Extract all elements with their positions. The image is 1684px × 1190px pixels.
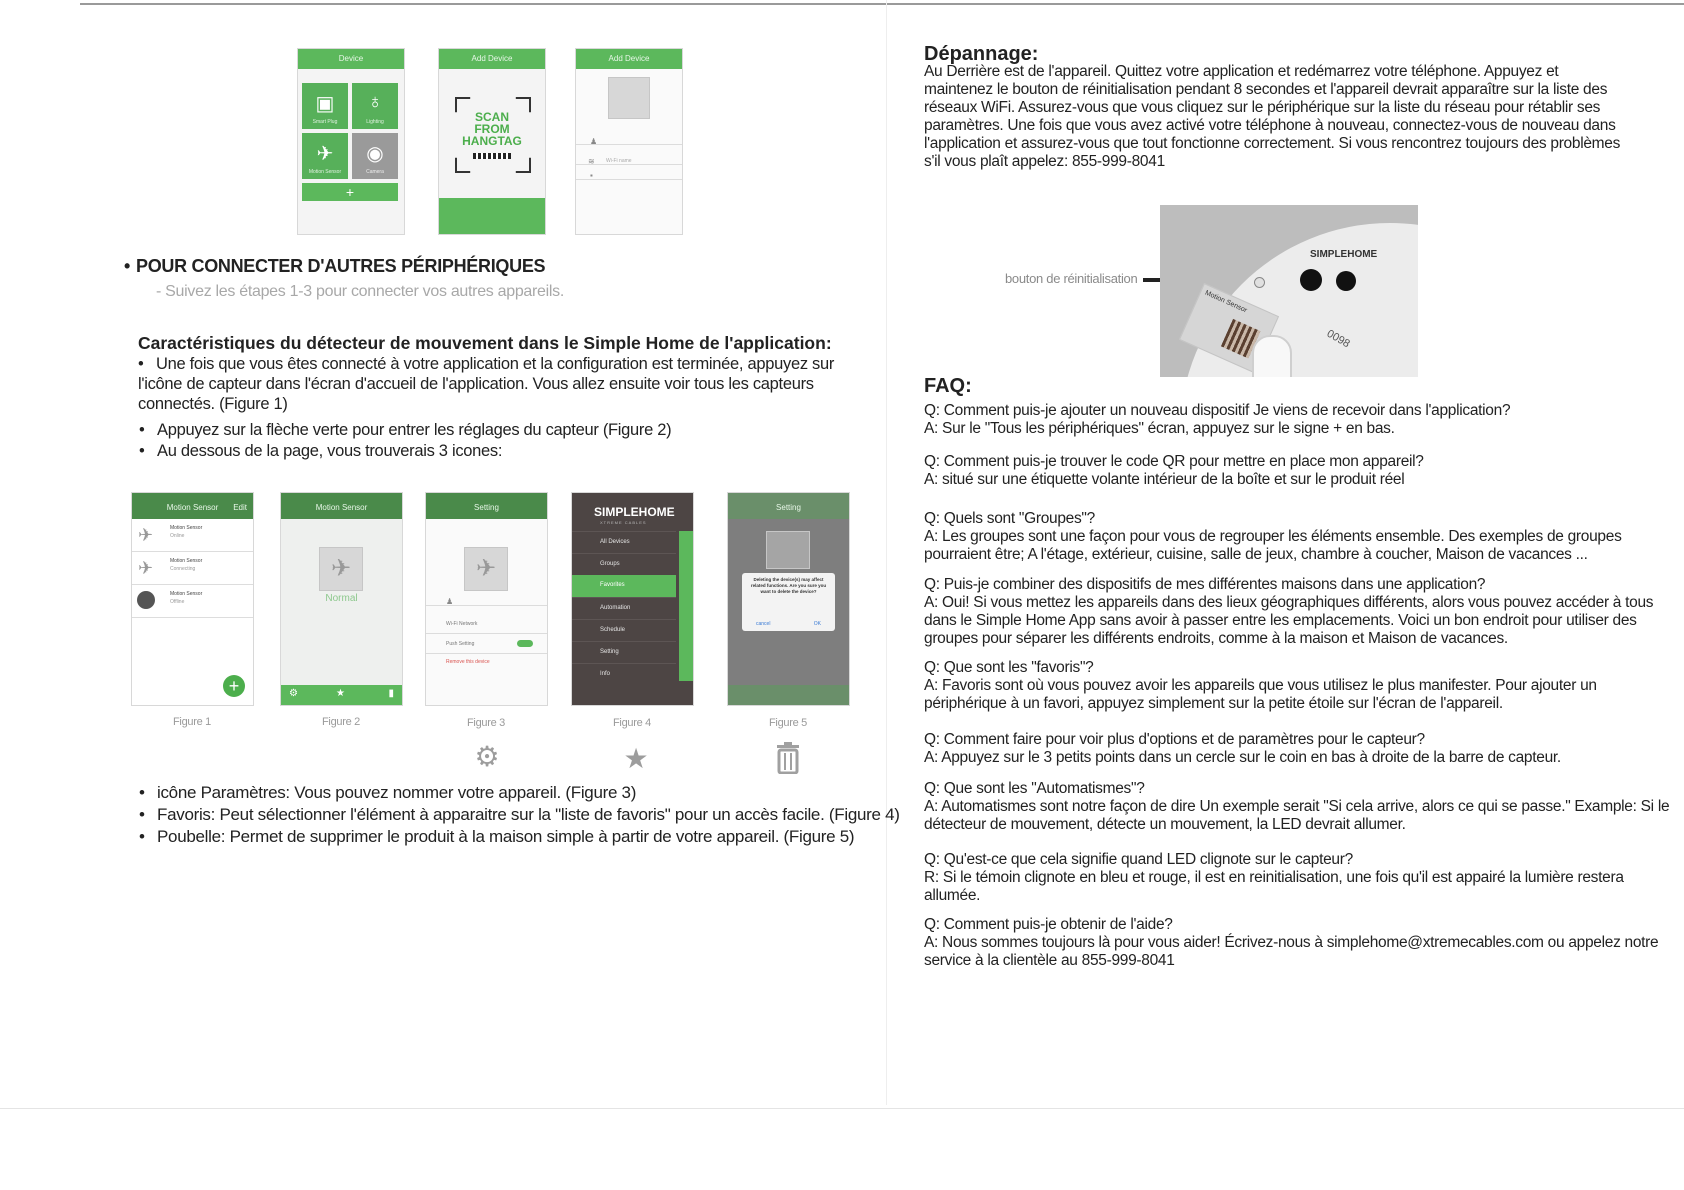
user-icon: ♟ — [590, 137, 598, 146]
wifi-network-row[interactable]: Wi-Fi Network — [446, 621, 478, 627]
connect-heading: • POUR CONNECTER D'AUTRES PÉRIPHÉRIQUES — [124, 256, 546, 276]
plug-icon: ▣ — [315, 93, 335, 115]
figure-3-screen — [425, 492, 548, 706]
qr-stub — [473, 153, 511, 159]
reset-hole — [1254, 277, 1265, 288]
figure-5-title: Setting — [728, 493, 849, 519]
menu-item-setting[interactable]: Setting — [572, 641, 676, 664]
motion-sensor-thumb: ✈ — [319, 547, 363, 591]
tile-label: Lighting — [366, 119, 384, 125]
menu-item-favorites[interactable]: Favorites — [572, 575, 676, 597]
device-photo — [1160, 205, 1418, 377]
device-brand: SIMPLEHOME — [1310, 249, 1378, 260]
figure-label-2: Figure 2 — [322, 716, 360, 728]
feature-bullet-2: • Appuyez sur la flèche verte pour entrer les réglages du capteur (Figure 2) — [157, 420, 671, 440]
tile-lighting — [352, 83, 398, 129]
icon-bullet-settings: • icône Paramètres: Vous pouvez nommer votre appareil. (Figure 3) — [157, 783, 636, 803]
troubleshoot-heading: Dépannage: — [924, 43, 1039, 65]
faq-item-9: Q: Comment puis-je obtenir de l'aide? A: Nous sommes toujours là pour vous aider! Écrivez-nous à simplehome@xtremecables.com ou appelez notre service à la clientèle au 855-999-8041 — [924, 916, 1659, 969]
motion-icon: ✈ — [138, 558, 154, 578]
motion-icon: ✈ — [138, 525, 154, 545]
menu-item-schedule[interactable]: Schedule — [572, 619, 676, 642]
cancel-button[interactable]: cancel — [756, 621, 771, 627]
motion-icon: ✈ — [316, 143, 334, 165]
add-device-screen — [575, 48, 683, 235]
tile-camera — [352, 133, 398, 179]
icon-bullet-favorites: • Favoris: Peut sélectionner l'élément à apparaitre sur la "liste de favoris" pour un accès facile. (Figure 4) — [157, 805, 900, 825]
push-toggle[interactable] — [517, 640, 533, 647]
wifi-icon: ≋ — [588, 157, 595, 166]
figure-label-1: Figure 1 — [173, 716, 211, 728]
tile-smart-plug — [302, 83, 348, 129]
connect-subtext: - Suivez les étapes 1-3 pour connecter vos autres appareils. — [156, 283, 565, 300]
faq-item-3: Q: Quels sont "Groupes"? A: Les groupes sont une façon pour vous de regrouper les éléments ensemble. Des exemples de groupes pourraient être; A l'étage, extérieur, cuisine, salle de jeux, chambre à coucher, Maison de vacances ... — [924, 510, 1622, 563]
sensor-status: Normal — [325, 593, 358, 604]
faq-item-5: Q: Que sont les "favoris"? A: Favoris sont où vous pouvez avoir les appareils que vous utilisez le plus manifester. Pour ajouter un périphérique à un favori, appuyez simplement sur la petite étoile sur l'écran de l'appareil. — [924, 659, 1597, 712]
led-dot-1 — [1300, 269, 1322, 291]
features-heading: Caractéristiques du détecteur de mouvement dans le Simple Home de l'application: — [138, 333, 832, 353]
device-thumb — [608, 77, 650, 119]
scan-screen-title: Add Device — [439, 49, 545, 69]
sensor-list-row[interactable]: ✈ Motion Sensor Connecting — [132, 552, 253, 585]
scan-bottom-bar — [439, 198, 545, 234]
scan-screen — [438, 48, 546, 235]
tile-label: Camera — [366, 169, 384, 175]
figure-1-screen — [131, 492, 254, 706]
menu-item-automation[interactable]: Automation — [572, 597, 676, 620]
icon-bullet-trash: • Poubelle: Permet de supprimer le produit à la maison simple à partir de votre appareil. (Figure 5) — [157, 827, 854, 847]
sensor-list-row[interactable]: ✈ Motion Sensor Online — [132, 519, 253, 552]
device-screen-title: Device — [298, 49, 404, 69]
add-sensor-button[interactable]: + — [223, 675, 245, 697]
user-icon: ♟ — [446, 597, 454, 606]
wifi-label: Wi-Fi name — [606, 158, 632, 164]
offline-icon — [137, 591, 155, 609]
remove-device-row[interactable]: Remove this device — [446, 659, 490, 665]
figure-5-screen — [727, 492, 850, 706]
figure-4-screen: SIMPLEHOME XTREME CABLES All Devices Groups Favorites Automation Schedule Setting Info — [571, 492, 694, 706]
bottom-border — [0, 1108, 1684, 1109]
trash-icon[interactable]: ▮ — [388, 688, 394, 699]
feature-bullet-3: • Au dessous de la page, vous trouverais 3 icones: — [157, 441, 502, 461]
figure-2-title: Motion Sensor — [281, 493, 402, 519]
tile-motion-sensor — [302, 133, 348, 179]
add-device-screen-title: Add Device — [576, 49, 682, 69]
menu-side-strip — [679, 531, 693, 681]
figure-2-toolbar — [281, 685, 402, 705]
reset-button-label: bouton de réinitialisation — [1005, 271, 1138, 286]
device-sticker: Motion Sensor — [1179, 283, 1279, 373]
figure-1-title: Motion Sensor Edit — [132, 493, 253, 519]
top-border — [80, 3, 1684, 5]
lock-icon: ▪ — [590, 171, 593, 180]
device-screen — [297, 48, 405, 235]
push-setting-row[interactable]: Push Setting — [446, 641, 475, 647]
ok-button[interactable]: OK — [813, 621, 821, 627]
camera-icon: ◉ — [366, 143, 384, 165]
faq-item-1: Q: Comment puis-je ajouter un nouveau dispositif Je viens de recevoir dans l'application? A: Sur le "Tous les périphériques" écran, appuyez sur le signe + en bas. — [924, 402, 1511, 437]
device-cable — [1252, 335, 1292, 377]
led-dot-2 — [1336, 271, 1356, 291]
add-device-bar: + — [302, 183, 398, 201]
faq-item-7: Q: Que sont les "Automatismes"? A: Automatismes sont notre façon de dire Un exemple serait "Si cela arrive, alors ce qui se passe." Example: Si le détecteur de mouvement, détecte un mouvement, la LED devrait allumer. — [924, 780, 1670, 833]
scan-text: SCAN FROM HANGTAG — [462, 110, 522, 148]
menu-item-info[interactable]: Info — [572, 663, 676, 686]
motion-sensor-thumb — [766, 531, 810, 569]
figure-3-title: Setting — [426, 493, 547, 519]
trash-icon — [768, 742, 808, 781]
tile-label: Smart Plug — [312, 119, 338, 125]
faq-item-6: Q: Comment faire pour voir plus d'options et de paramètres pour le capteur? A: Appuyez sur le 3 petits points dans un cercle sur le coin en bas à droite de la barre de capteur. — [924, 731, 1561, 766]
star-icon: ★ — [623, 743, 649, 774]
figure-2-screen — [280, 492, 403, 706]
page-fold — [886, 0, 887, 1105]
delete-dialog: Deleting the device(s) may affect related functions. Are you sure you want to delete the device? cancel OK — [742, 573, 835, 631]
figure-label-3: Figure 3 — [467, 717, 505, 729]
device-number: 0098 — [1324, 327, 1352, 351]
figure-label-4: Figure 4 — [613, 717, 651, 729]
gear-icon[interactable]: ⚙ — [289, 688, 298, 699]
trash-icon-shape — [775, 742, 801, 774]
faq-item-2: Q: Comment puis-je trouver le code QR pour mettre en place mon appareil? A: situé sur une étiquette volante intérieur de la boîte et sur le produit réel — [924, 453, 1424, 488]
brand-logo: SIMPLEHOME — [594, 505, 675, 519]
figure-5-toolbar — [728, 685, 849, 705]
troubleshoot-paragraph: Au Derrière est de l'appareil. Quittez votre application et redémarrez votre téléphone. Appuyez et maintenez le bouton de réinitialisation pendant 8 secondes et l'appareil devrait apparaître sur la liste des réseaux WiFi. Assurez-vous que vous cliquez sur le périphérique sur la liste du réseau pour rétablir ses paramètres. Une fois que vous avez activé votre téléphone à nouveau, connectez-vous de nouveau dans l'application et assurez-vous que tout fonctionne correctement. Si vous rencontrez toujours des problèmes s'il vous plaît appelez: 855-999-8041 — [924, 63, 1621, 170]
bulb-icon: ♁ — [367, 91, 383, 113]
menu-item-all-devices[interactable]: All Devices — [572, 531, 676, 554]
figure-label-5: Figure 5 — [769, 717, 807, 729]
feature-bullet-1: • Une fois que vous êtes connecté à votre application et la configuration est terminée, appuyez sur l'icône de capteur dans l'écran d'accueil de l'application. Vous allez ensuite voir tous les capteurs connectés. (Figure 1) — [138, 355, 835, 413]
tile-label: Motion Sensor — [308, 169, 342, 175]
faq-item-4: Q: Puis-je combiner des dispositifs de mes différentes maisons dans une application? A: Oui! Si vous mettez les appareils dans des lieux géographiques différents, alors vous pouvez accéder à tous dans le Simple Home App sans avoir à passer entre les emplacements. Voici un bon endroit pour utiliser des groupes pour séparer les différents endroits, comme à la maison et Maison de vacances. — [924, 576, 1654, 647]
faq-item-8: Q: Qu'est-ce que cela signifie quand LED clignote sur le capteur? R: Si le témoin clignote en bleu et rouge, il est en reinitialisation, une fois qu'il est appairé la lumière restera allumée. — [924, 851, 1624, 904]
faq-heading: FAQ: — [924, 375, 972, 397]
gear-icon: ⚙ — [474, 741, 500, 772]
star-icon[interactable]: ★ — [336, 688, 345, 699]
sensor-list-row[interactable]: Motion Sensor Offline — [132, 585, 253, 618]
motion-sensor-thumb: ✈ — [464, 547, 508, 591]
menu-item-groups[interactable]: Groups — [572, 553, 676, 576]
